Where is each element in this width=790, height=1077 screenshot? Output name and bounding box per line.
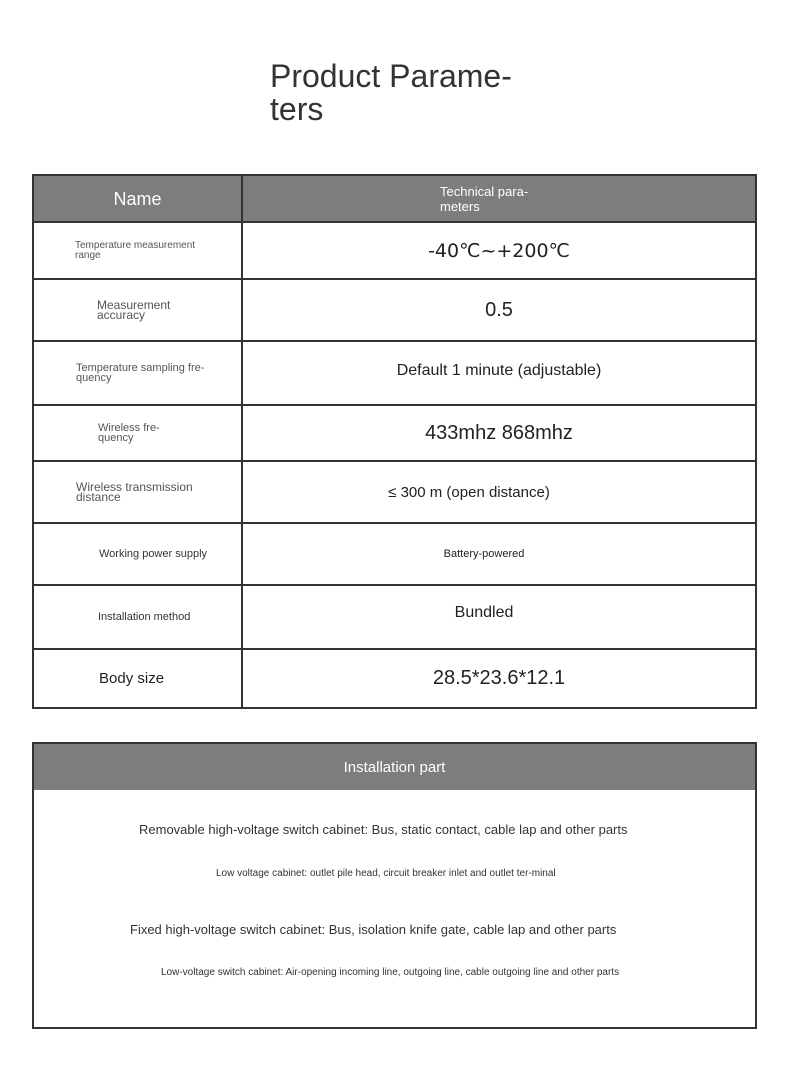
product-parameters-table — [32, 174, 757, 709]
row-name: Installation method — [34, 586, 243, 648]
row-value: -40℃~+200℃ — [428, 239, 570, 262]
installation-item: Low voltage cabinet: outlet pile head, circuit breaker inlet and outlet ter-minal — [216, 868, 556, 879]
row-name: Temperature measurement range — [34, 223, 243, 278]
row-name: Temperature sampling fre-quency — [34, 342, 243, 404]
installation-item: Low-voltage switch cabinet: Air-opening incoming line, outgoing line, cable outgoing line and other parts — [161, 967, 620, 978]
installation-part-table — [32, 742, 757, 1029]
row-name: Wireless fre-quency — [34, 406, 243, 460]
row-name: Wireless transmission distance — [34, 462, 243, 522]
column-header-technical-parameters: Technical para- meters — [440, 183, 529, 214]
table-row — [34, 342, 755, 406]
row-name: Measurement accuracy — [34, 280, 243, 340]
page-title: Product Parame- ters — [270, 58, 512, 127]
row-value: 0.5 — [485, 298, 513, 321]
table-header-row — [34, 176, 755, 223]
table-row — [34, 223, 755, 280]
row-value: 28.5*23.6*12.1 — [432, 667, 566, 689]
row-value: 433mhz 868mhz — [425, 421, 573, 444]
row-name: Working power supply — [34, 524, 243, 584]
table-row — [34, 586, 755, 650]
row-name: Body size — [34, 650, 243, 707]
row-value: Battery-powered — [443, 548, 525, 560]
table-row — [34, 280, 755, 342]
column-header-name: Name — [34, 176, 243, 221]
row-value: Default 1 minute (adjustable) — [396, 362, 602, 379]
row-value: Bundled — [454, 604, 514, 621]
table-row — [34, 524, 755, 586]
table-row — [34, 462, 755, 524]
installation-part-header: Installation part — [34, 744, 755, 790]
installation-item: Removable high-voltage switch cabinet: Bus, static contact, cable lap and other parts — [139, 822, 628, 837]
table-row — [34, 650, 755, 707]
row-value: ≤ 300 m (open distance) — [388, 483, 550, 501]
installation-item: Fixed high-voltage switch cabinet: Bus, isolation knife gate, cable lap and other parts — [130, 922, 617, 937]
table-row — [34, 406, 755, 462]
